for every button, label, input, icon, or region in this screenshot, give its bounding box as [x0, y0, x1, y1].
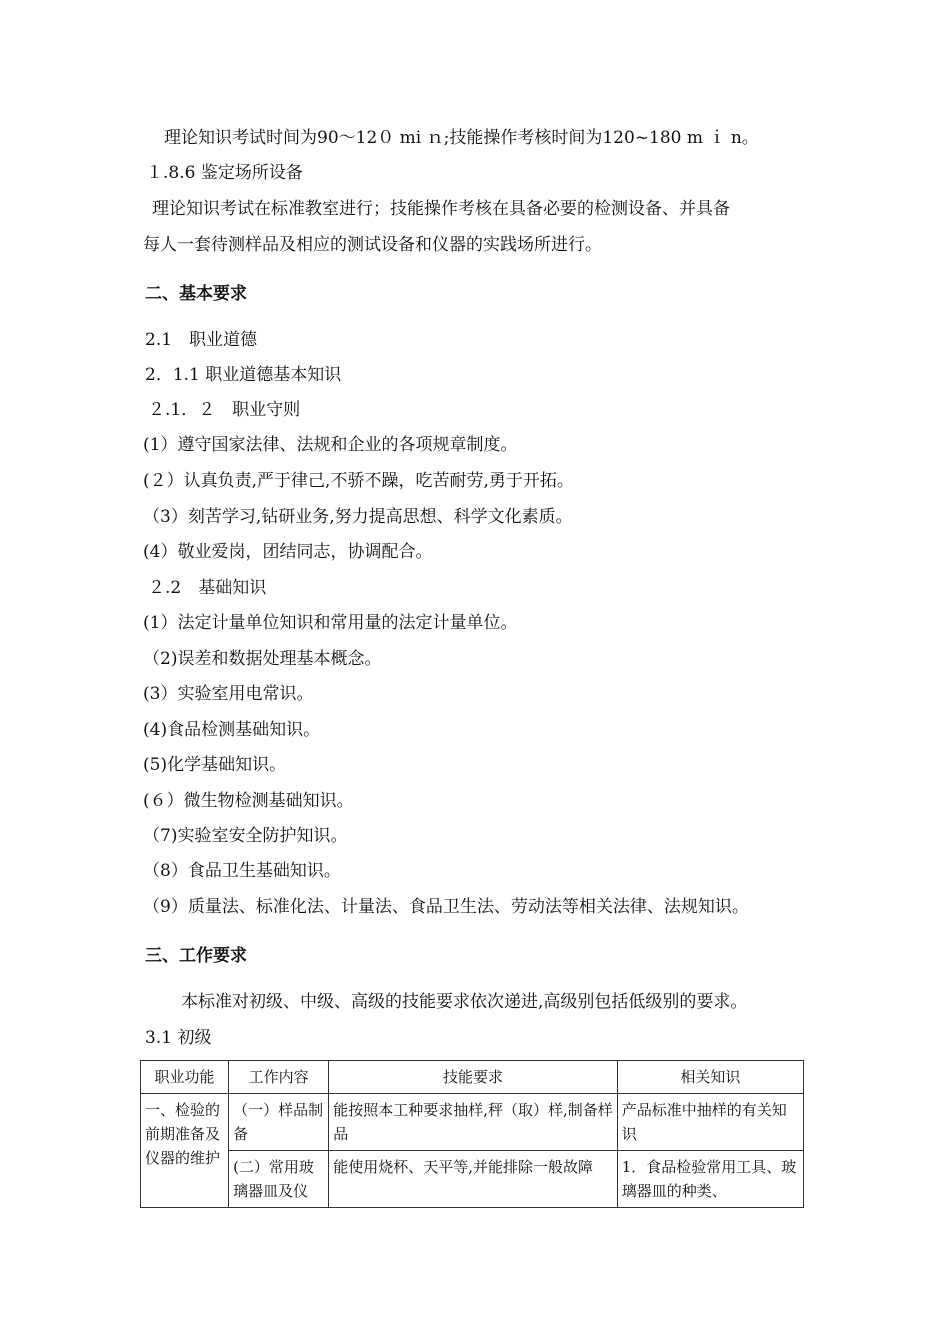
basic-knowledge-item: (4)食品检测基础知识。	[143, 720, 321, 740]
header-cell-function: 职业功能	[141, 1061, 229, 1094]
basic-knowledge-item: (1）法定计量单位知识和常用量的法定计量单位。	[143, 613, 518, 633]
subsection-2-1: 2.1 职业道德	[145, 330, 258, 350]
basic-knowledge-item: (3）实验室用电常识。	[143, 684, 314, 704]
function-cell: 一、检验的前期准备及仪器的维护	[141, 1094, 229, 1208]
table-header-row	[141, 1061, 804, 1094]
skill-cell: 能使用烧杯、天平等,并能排除一般故障	[329, 1151, 618, 1208]
exam-time-paragraph: 理论知识考试时间为90～12０ mi ｎ;技能操作考核时间为120~180 m ｉ n。	[164, 128, 759, 148]
rule-item: (２）认真负责,严于律己,不骄不躁，吃苦耐劳,勇于开拓。	[143, 471, 574, 491]
basic-knowledge-item: (5)化学基础知识。	[143, 755, 287, 775]
subsection-3-1: 3.1 初级	[145, 1028, 212, 1048]
venue-paragraph-line-2: 每人一套待测样品及相应的测试设备和仪器的实践场所进行。	[143, 235, 602, 255]
header-cell-content: 工作内容	[229, 1061, 329, 1094]
work-requirements-intro: 本标准对初级、中级、高级的技能要求依次递进,高级别包括低级别的要求。	[181, 992, 748, 1012]
content-cell: (二）常用玻璃器皿及仪	[229, 1151, 329, 1208]
venue-paragraph-line-1: 理论知识考试在标准教室进行；技能操作考核在具备必要的检测设备、并具备	[152, 199, 730, 219]
knowledge-cell: 产品标准中抽样的有关知识	[617, 1094, 803, 1151]
rule-item: （3）刻苦学习,钻研业务,努力提高思想、科学文化素质。	[143, 507, 573, 527]
subsection-2-1-2: ２.1．２ 职业守则	[148, 400, 301, 420]
section-heading-1-8-6: １.8.6 鉴定场所设备	[146, 163, 303, 183]
basic-knowledge-item: （7)实验室安全防护知识。	[143, 826, 348, 846]
skill-cell: 能按照本工种要求抽样,秤（取）样,制备样品	[329, 1094, 618, 1151]
knowledge-cell: 1．食品检验常用工具、玻璃器皿的种类、	[617, 1151, 803, 1208]
basic-knowledge-item: (６）微生物检测基础知识。	[143, 791, 354, 811]
rule-item: (1）遵守国家法律、法规和企业的各项规章制度。	[143, 435, 518, 455]
section-title-basic-requirements: 二、基本要求	[145, 284, 247, 304]
subsection-2-1-1: 2．1.1 职业道德基本知识	[145, 365, 342, 385]
header-cell-skill: 技能要求	[329, 1061, 618, 1094]
basic-knowledge-item: （9）质量法、标准化法、计量法、食品卫生法、劳动法等相关法律、法规知识。	[143, 897, 749, 917]
header-cell-knowledge: 相关知识	[617, 1061, 803, 1094]
content-cell: （一）样品制备	[229, 1094, 329, 1151]
section-title-work-requirements: 三、工作要求	[145, 946, 247, 966]
table-row	[141, 1151, 804, 1208]
table-row	[141, 1094, 804, 1151]
rule-item: (4）敬业爱岗，团结同志，协调配合。	[143, 542, 433, 562]
skill-requirements-table	[140, 1060, 804, 1208]
subsection-2-2: ２.2 基础知识	[148, 578, 267, 598]
basic-knowledge-item: （8）食品卫生基础知识。	[143, 861, 341, 881]
basic-knowledge-item: （2)误差和数据处理基本概念。	[143, 649, 382, 669]
